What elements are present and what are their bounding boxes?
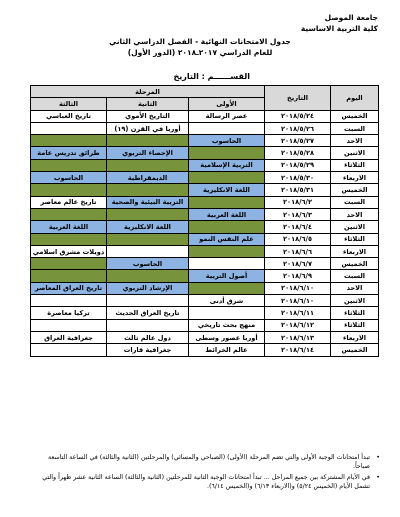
cell-stage-first: شرق أدنى <box>189 295 265 307</box>
cell-stage-second <box>107 245 189 257</box>
cell-stage-second: التربية البيئية والصحية <box>107 196 189 208</box>
cell-day: الاثنين <box>331 295 379 307</box>
cell-stage-first: أوربا عصور وسطى <box>189 331 265 343</box>
cell-stage-second: اللغة الانكليزية <box>107 221 189 233</box>
table-row <box>31 135 379 147</box>
table-row <box>31 208 379 220</box>
cell-stage-first: التربية الإسلامية <box>189 159 265 171</box>
department-line <box>174 72 251 81</box>
cell-stage-first: أصول التربية <box>189 270 265 282</box>
cell-day: السبت <box>331 122 379 134</box>
cell-stage-third <box>31 319 107 331</box>
bullet-icon: • <box>376 474 380 481</box>
table-row <box>31 319 379 331</box>
cell-stage-first: علم النفس النمو <box>189 233 265 245</box>
note-item <box>36 454 380 471</box>
note-item <box>36 474 380 491</box>
title-line-2: للعام الدراسي ٢٠١٧ـ٢٠١٨ (الدور الأول) <box>127 48 273 57</box>
cell-stage-third <box>31 295 107 307</box>
cell-date: ٢٠١٨/٦/١٣ <box>265 331 331 343</box>
cell-day: الاثنين <box>331 147 379 159</box>
cell-stage-third <box>31 122 107 134</box>
header-first: الأولى <box>189 98 265 110</box>
cell-stage-first <box>189 196 265 208</box>
cell-stage-first <box>189 307 265 319</box>
cell-stage-third: اللغة العربية <box>31 221 107 233</box>
schedule-table <box>30 85 379 357</box>
cell-day: الاربعاء <box>331 331 379 343</box>
cell-stage-third: طرائق تدريس عامة <box>31 147 107 159</box>
table-row <box>31 122 379 134</box>
cell-date: ٢٠١٨/٥/٢٤ <box>265 110 331 122</box>
cell-day: الثلاثاء <box>331 159 379 171</box>
cell-stage-third <box>31 208 107 220</box>
table-header-row <box>31 86 379 98</box>
header-third: الثالثة <box>31 98 107 110</box>
table-row <box>31 172 379 184</box>
cell-stage-third <box>31 344 107 356</box>
table-row <box>31 159 379 171</box>
cell-date: ٢٠١٨/٦/١٤ <box>265 344 331 356</box>
cell-stage-second: الديمقراطية <box>107 172 189 184</box>
cell-day: الخميس <box>331 344 379 356</box>
note-text: تبدأ امتحانات الوجبة الأولى والتي تضم المرحلة (الأولى) (الصباحي والمسائي) والمرحلتين (الثانية والثالثة) في الساعة التاسعة صباحاً. <box>47 454 370 470</box>
cell-date: ٢٠١٨/٦/٩ <box>265 270 331 282</box>
title-line-1: جدول الامتحانات النهائية - الفصل الدراسي الثاني <box>109 37 291 46</box>
cell-stage-second: جغرافية قارات <box>107 344 189 356</box>
cell-stage-second: دول عالم ثالث <box>107 331 189 343</box>
cell-day: الاربعاء <box>331 245 379 257</box>
cell-stage-third: الحاسوب <box>31 172 107 184</box>
cell-day: الاثنين <box>331 221 379 233</box>
cell-stage-third <box>31 233 107 245</box>
cell-date: ٢٠١٨/٥/٢٩ <box>265 159 331 171</box>
department-value: : التاريخ <box>173 72 205 81</box>
cell-stage-second <box>107 233 189 245</box>
cell-day: الثلاثاء <box>331 307 379 319</box>
cell-stage-third <box>31 184 107 196</box>
document-title <box>0 36 400 58</box>
header-day: اليوم <box>331 86 379 111</box>
cell-day: الاحد <box>331 282 379 294</box>
cell-stage-first <box>189 221 265 233</box>
cell-stage-second: أوربا في القرن (١٩) <box>107 122 189 134</box>
cell-stage-first <box>189 172 265 184</box>
cell-date: ٢٠١٨/٦/١١ <box>265 307 331 319</box>
cell-date: ٢٠١٨/٦/١٠ <box>265 282 331 294</box>
cell-stage-third <box>31 159 107 171</box>
cell-day: الخميس <box>331 258 379 270</box>
university-name: جامعة الموصل <box>324 13 378 22</box>
cell-stage-third: تركيا معاصرة <box>31 307 107 319</box>
table-row <box>31 282 379 294</box>
department-label: القســــــم <box>207 72 250 81</box>
cell-stage-third <box>31 135 107 147</box>
cell-stage-second: الإرشاد التربوي <box>107 282 189 294</box>
table-row <box>31 295 379 307</box>
cell-date: ٢٠١٨/٥/٣١ <box>265 184 331 196</box>
cell-day: السبت <box>331 196 379 208</box>
cell-date: ٢٠١٨/٦/٦ <box>265 245 331 257</box>
notes <box>36 454 380 494</box>
table-row <box>31 245 379 257</box>
cell-stage-first: عالم الخرائط <box>189 344 265 356</box>
cell-date: ٢٠١٨/٥/٢٨ <box>265 147 331 159</box>
table-row <box>31 147 379 159</box>
cell-stage-third: تاريخ العباسي <box>31 110 107 122</box>
cell-date: ٢٠١٨/٦/٣ <box>265 208 331 220</box>
cell-date: ٢٠١٨/٦/٥ <box>265 233 331 245</box>
cell-stage-second: الحاسوب <box>107 258 189 270</box>
table-row <box>31 258 379 270</box>
cell-date: ٢٠١٨/٥/٢٦ <box>265 122 331 134</box>
institution-header <box>301 12 378 34</box>
table-row <box>31 233 379 245</box>
college-name: كلية التربية الاساسية <box>300 24 378 33</box>
cell-date: ٢٠١٨/٥/٢٧ <box>265 135 331 147</box>
cell-stage-second <box>107 208 189 220</box>
cell-day: الخميس <box>331 184 379 196</box>
cell-date: ٢٠١٨/٦/٧ <box>265 258 331 270</box>
bullet-icon: • <box>376 454 380 461</box>
cell-stage-third: جغرافية العراق <box>31 331 107 343</box>
cell-date: ٢٠١٨/٦/٤ <box>265 221 331 233</box>
cell-stage-third: تاريخ العراق المعاصر <box>31 282 107 294</box>
table-row <box>31 184 379 196</box>
cell-day: الاحد <box>331 208 379 220</box>
cell-stage-second: التاريخ الأموي <box>107 110 189 122</box>
table-row <box>31 344 379 356</box>
cell-stage-second <box>107 159 189 171</box>
cell-stage-second <box>107 295 189 307</box>
table-row <box>31 270 379 282</box>
cell-date: ٢٠١٨/٦/١٠ <box>265 295 331 307</box>
table-row <box>31 221 379 233</box>
table-row <box>31 331 379 343</box>
cell-date: ٢٠١٨/٦/١٢ <box>265 319 331 331</box>
header-second: الثانية <box>107 98 189 110</box>
table-row <box>31 307 379 319</box>
cell-stage-second: تاريخ العراق الحديث <box>107 307 189 319</box>
header-stage: المرحلة <box>31 86 265 98</box>
cell-date: ٢٠١٨/٦/٢ <box>265 196 331 208</box>
cell-day: السبت <box>331 270 379 282</box>
cell-day: الاحد <box>331 135 379 147</box>
cell-stage-third: تاريخ عالم معاصر <box>31 196 107 208</box>
cell-stage-third: دويلات مشرق اسلامي <box>31 245 107 257</box>
header-date: التاريخ <box>265 86 331 111</box>
table-row <box>31 110 379 122</box>
cell-stage-first <box>189 245 265 257</box>
cell-stage-first: اللغة الانكليزية <box>189 184 265 196</box>
schedule-body <box>31 110 379 356</box>
cell-day: الاربعاء <box>331 172 379 184</box>
cell-stage-second <box>107 184 189 196</box>
cell-stage-second: الإحصاء التربوي <box>107 147 189 159</box>
cell-day: الثلاثاء <box>331 319 379 331</box>
cell-stage-second <box>107 319 189 331</box>
cell-day: الثلاثاء <box>331 233 379 245</box>
cell-stage-third <box>31 270 107 282</box>
note-text: في الأيام المشتركة بين جميع المراحل ... تبدأ امتحانات الوجبة الثانية للمرحلتين (الثانية والثالثة) الساعة الثانية عشر ظهراً والتي تشمل الأيام (الخميس ٥/٢٤) و(الاربعاء ٦/١٣) و(الخميس ٦/١٤). <box>42 474 370 490</box>
cell-stage-first: اللغة العربية <box>189 208 265 220</box>
cell-date: ٢٠١٨/٥/٣٠ <box>265 172 331 184</box>
cell-stage-second <box>107 270 189 282</box>
cell-stage-first <box>189 282 265 294</box>
cell-stage-first: عصر الرسالة <box>189 110 265 122</box>
cell-stage-first: الحاسوب <box>189 135 265 147</box>
cell-stage-first <box>189 122 265 134</box>
cell-stage-first: منهج بحث تاريخي <box>189 319 265 331</box>
cell-stage-third <box>31 258 107 270</box>
cell-stage-first <box>189 258 265 270</box>
table-row <box>31 196 379 208</box>
cell-stage-first <box>189 147 265 159</box>
cell-day: الخميس <box>331 110 379 122</box>
cell-stage-second <box>107 135 189 147</box>
